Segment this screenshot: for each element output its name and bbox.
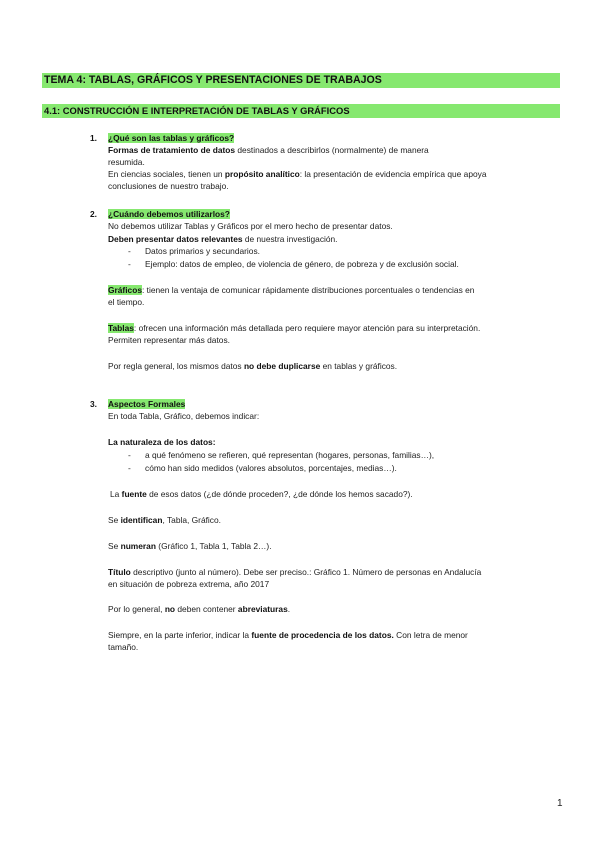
s2-tablas-2: Permiten representar más datos.: [108, 335, 230, 345]
s3-numeran: Se numeran (Gráfico 1, Tabla 1, Tabla 2…).: [108, 541, 272, 551]
section-2-heading: ¿Cuándo debemos utilizarlos?: [108, 209, 230, 219]
s3-titulo-2: en situación de pobreza extrema, año 2017: [108, 579, 270, 589]
bullet-dash: -: [128, 259, 131, 269]
s1-line-4: conclusiones de nuestro trabajo.: [108, 181, 229, 191]
s3-bullet-1: a qué fenómeno se refieren, qué representan (hogares, personas, familias…),: [145, 450, 435, 460]
s3-identifican: Se identifican, Tabla, Gráfico.: [108, 515, 221, 525]
s2-regla: Por regla general, los mismos datos no debe duplicarse en tablas y gráficos.: [108, 361, 398, 371]
s3-naturaleza: La naturaleza de los datos:: [108, 437, 216, 447]
s2-bullet-2: Ejemplo: datos de empleo, de violencia de género, de pobreza y de exclusión social.: [145, 259, 459, 269]
bullet-dash: -: [128, 246, 131, 256]
s3-bullet-2: cómo han sido medidos (valores absolutos, porcentajes, medias…).: [145, 463, 397, 473]
s3-abreviaturas: Por lo general, no deben contener abreviaturas.: [108, 604, 291, 614]
section-3-heading: Aspectos Formales: [108, 399, 186, 409]
section-3-number: 3.: [90, 399, 97, 409]
s2-tablas: Tablas: ofrecen una información más detallada pero requiere mayor atención para su interpretación.: [108, 323, 481, 333]
s3-siempre: Siempre, en la parte inferior, indicar la fuente de procedencia de los datos. Con letra de menor: [108, 630, 468, 640]
s3-line-1: En toda Tabla, Gráfico, debemos indicar:: [108, 411, 260, 421]
section-subtitle: 4.1: CONSTRUCCIÓN E INTERPRETACIÓN DE TABLAS Y GRÁFICOS: [42, 104, 560, 118]
s2-line-1: No debemos utilizar Tablas y Gráficos por el mero hecho de presentar datos.: [108, 221, 393, 231]
section-1-number: 1.: [90, 133, 97, 143]
s3-titulo: Título descriptivo (junto al número). Debe ser preciso.: Gráfico 1. Número de personas en Andalucía: [108, 567, 482, 577]
s3-fuente: La fuente de esos datos (¿de dónde proceden?, ¿de dónde los hemos sacado?).: [110, 489, 413, 499]
section-1-heading: ¿Qué son las tablas y gráficos?: [108, 133, 235, 143]
s2-line-2: Deben presentar datos relevantes de nuestra investigación.: [108, 234, 338, 244]
bullet-dash: -: [128, 463, 131, 473]
section-2-number: 2.: [90, 209, 97, 219]
s1-line-3: En ciencias sociales, tienen un propósito analítico: la presentación de evidencia empírica que apoya: [108, 169, 487, 179]
s2-graficos-2: el tiempo.: [108, 297, 145, 307]
bullet-dash: -: [128, 450, 131, 460]
s2-bullet-1: Datos primarios y secundarios.: [145, 246, 260, 256]
s2-graficos: Gráficos: tienen la ventaja de comunicar rápidamente distribuciones porcentuales o tendencias en: [108, 285, 475, 295]
page-number: 1: [557, 798, 563, 809]
main-title: TEMA 4: TABLAS, GRÁFICOS Y PRESENTACIONES DE TRABAJOS: [42, 73, 560, 88]
s1-line-1: Formas de tratamiento de datos destinados a describirlos (normalmente) de manera: [108, 145, 429, 155]
s3-siempre-2: tamaño.: [108, 642, 139, 652]
s1-line-2: resumida.: [108, 157, 145, 167]
